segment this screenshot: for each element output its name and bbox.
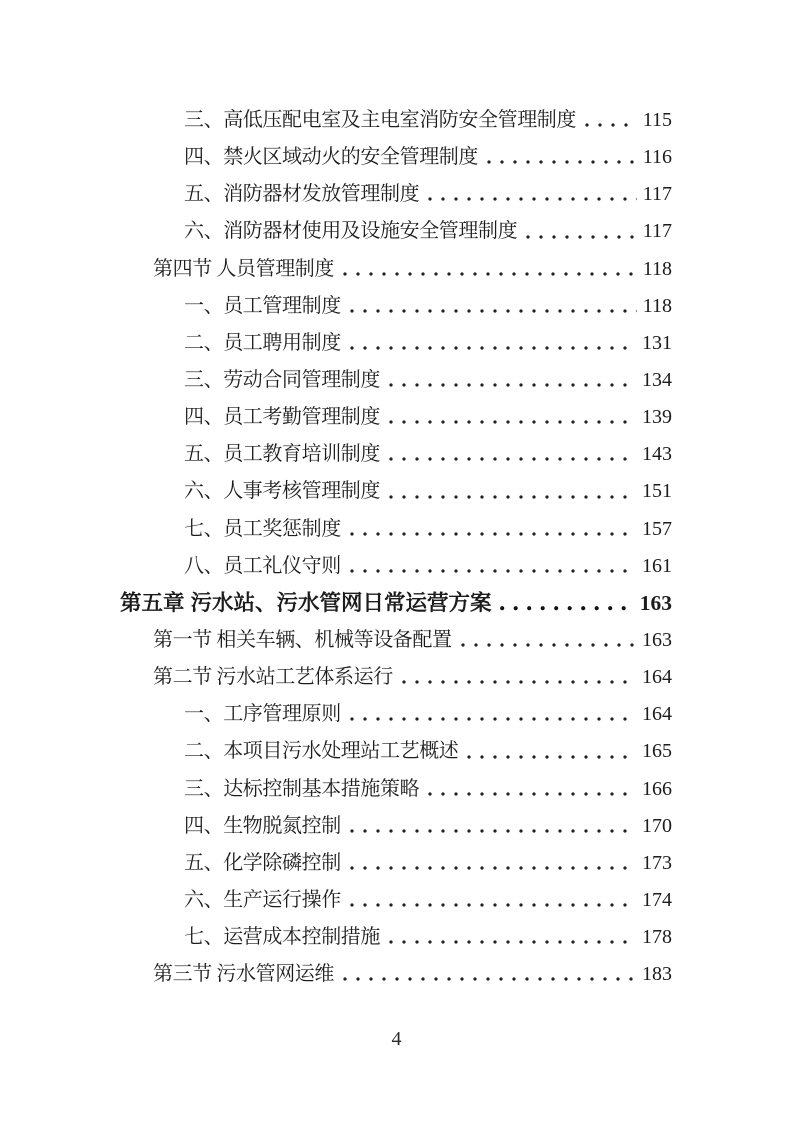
footer-page-number: 4 <box>391 1028 402 1050</box>
dot-leader <box>343 977 636 981</box>
toc-entry[interactable] <box>120 771 672 808</box>
toc-entry-page-number: 143 <box>642 443 672 466</box>
toc-entry[interactable] <box>120 882 672 919</box>
dot-leader <box>428 197 637 201</box>
toc-entry-label: 第三节 污水管网运维 <box>153 963 334 986</box>
toc-entry[interactable] <box>120 511 672 548</box>
dot-leader <box>428 792 636 796</box>
toc-entry-label: 四、员工考勤管理制度 <box>184 406 380 429</box>
toc-entry-label: 五、员工教育培训制度 <box>184 443 380 466</box>
toc-entry-label: 七、员工奖惩制度 <box>184 517 341 540</box>
dot-leader <box>467 755 636 759</box>
toc-entry[interactable] <box>120 362 672 399</box>
toc-entry-label: 八、员工礼仪守则 <box>184 554 341 577</box>
toc-entry-page-number: 157 <box>642 517 672 540</box>
toc-entry-page-number: 117 <box>642 183 672 206</box>
dot-leader <box>585 123 637 127</box>
toc-entry[interactable] <box>120 659 672 696</box>
toc-entry-page-number: 165 <box>642 740 672 763</box>
toc-entry[interactable] <box>120 956 672 993</box>
toc-entry[interactable] <box>120 176 672 213</box>
dot-leader <box>350 903 636 907</box>
toc-entry-label: 一、员工管理制度 <box>184 294 341 317</box>
toc-list <box>120 102 672 993</box>
dot-leader <box>389 495 636 499</box>
toc-entry-page-number: 117 <box>642 220 672 243</box>
toc-entry-page-number: 166 <box>642 777 672 800</box>
dot-leader <box>389 383 636 387</box>
toc-entry-label: 三、高低压配电室及主电室消防安全管理制度 <box>184 109 576 131</box>
toc-entry[interactable] <box>120 102 672 139</box>
toc-entry-page-number: 163 <box>639 590 672 615</box>
dot-leader <box>350 346 636 350</box>
toc-entry-page-number: 164 <box>642 666 672 689</box>
toc-entry-page-number: 174 <box>642 888 672 911</box>
dot-leader <box>487 160 637 164</box>
toc-entry-page-number: 151 <box>642 480 672 503</box>
toc-entry[interactable] <box>120 473 672 510</box>
toc-entry[interactable] <box>120 325 672 362</box>
toc-entry[interactable] <box>120 251 672 288</box>
toc-entry-page-number: 183 <box>642 963 672 986</box>
toc-entry-page-number: 170 <box>642 814 672 837</box>
toc-entry-label: 七、运营成本控制措施 <box>184 926 380 949</box>
toc-entry[interactable] <box>120 696 672 733</box>
toc-entry-label: 六、消防器材使用及设施安全管理制度 <box>184 220 518 243</box>
toc-entry-label: 二、本项目污水处理站工艺概述 <box>184 740 459 763</box>
toc-entry-label: 四、禁火区域动火的安全管理制度 <box>184 146 478 169</box>
toc-entry[interactable] <box>120 919 672 956</box>
toc-entry[interactable] <box>120 436 672 473</box>
dot-leader <box>389 940 636 944</box>
dot-leader <box>402 680 636 684</box>
dot-leader <box>526 235 637 239</box>
toc-entry[interactable] <box>120 585 672 622</box>
toc-entry[interactable] <box>120 213 672 250</box>
toc-entry-label: 五、消防器材发放管理制度 <box>184 183 420 206</box>
dot-leader <box>350 309 637 313</box>
toc-entry-label: 二、员工聘用制度 <box>184 331 341 354</box>
toc-entry[interactable] <box>120 622 672 659</box>
toc-entry[interactable] <box>120 808 672 845</box>
dot-leader <box>500 606 633 611</box>
toc-entry-page-number: 134 <box>642 368 672 391</box>
toc-entry-label: 三、达标控制基本措施策略 <box>184 777 420 800</box>
toc-entry-page-number: 118 <box>642 294 672 317</box>
dot-leader <box>461 643 636 647</box>
toc-entry[interactable] <box>120 548 672 585</box>
toc-entry-label: 第四节 人员管理制度 <box>153 257 334 280</box>
toc-entry-label: 三、劳动合同管理制度 <box>184 368 380 391</box>
toc-entry-page-number: 173 <box>642 851 672 874</box>
toc-entry-page-number: 116 <box>642 146 672 169</box>
toc-entry-label: 一、工序管理原则 <box>184 703 341 726</box>
toc-entry[interactable] <box>120 139 672 176</box>
toc-entry-label: 第一节 相关车辆、机械等设备配置 <box>153 628 452 651</box>
toc-entry-page-number: 178 <box>642 926 672 949</box>
toc-entry-page-number: 139 <box>642 406 672 429</box>
toc-entry[interactable] <box>120 845 672 882</box>
dot-leader <box>389 457 636 461</box>
dot-leader <box>350 717 636 721</box>
dot-leader <box>389 420 636 424</box>
dot-leader <box>350 532 636 536</box>
toc-entry-page-number: 115 <box>642 109 672 131</box>
toc-entry-page-number: 118 <box>642 257 672 280</box>
toc-entry-page-number: 164 <box>642 703 672 726</box>
toc-entry-label: 第五章 污水站、污水管网日常运营方案 <box>120 590 492 615</box>
dot-leader <box>350 866 636 870</box>
toc-entry-page-number: 161 <box>642 554 672 577</box>
dot-leader <box>343 272 637 276</box>
toc-entry[interactable] <box>120 399 672 436</box>
toc-entry[interactable] <box>120 733 672 770</box>
toc-entry-page-number: 131 <box>642 331 672 354</box>
toc-entry-label: 五、化学除磷控制 <box>184 851 341 874</box>
dot-leader <box>350 569 636 573</box>
toc-entry-label: 第二节 污水站工艺体系运行 <box>153 666 393 689</box>
dot-leader <box>350 829 636 833</box>
toc-entry-label: 六、生产运行操作 <box>184 888 341 911</box>
toc-entry-label: 六、人事考核管理制度 <box>184 480 380 503</box>
toc-entry[interactable] <box>120 288 672 325</box>
toc-entry-label: 四、生物脱氮控制 <box>184 814 341 837</box>
toc-entry-page-number: 163 <box>642 628 672 651</box>
